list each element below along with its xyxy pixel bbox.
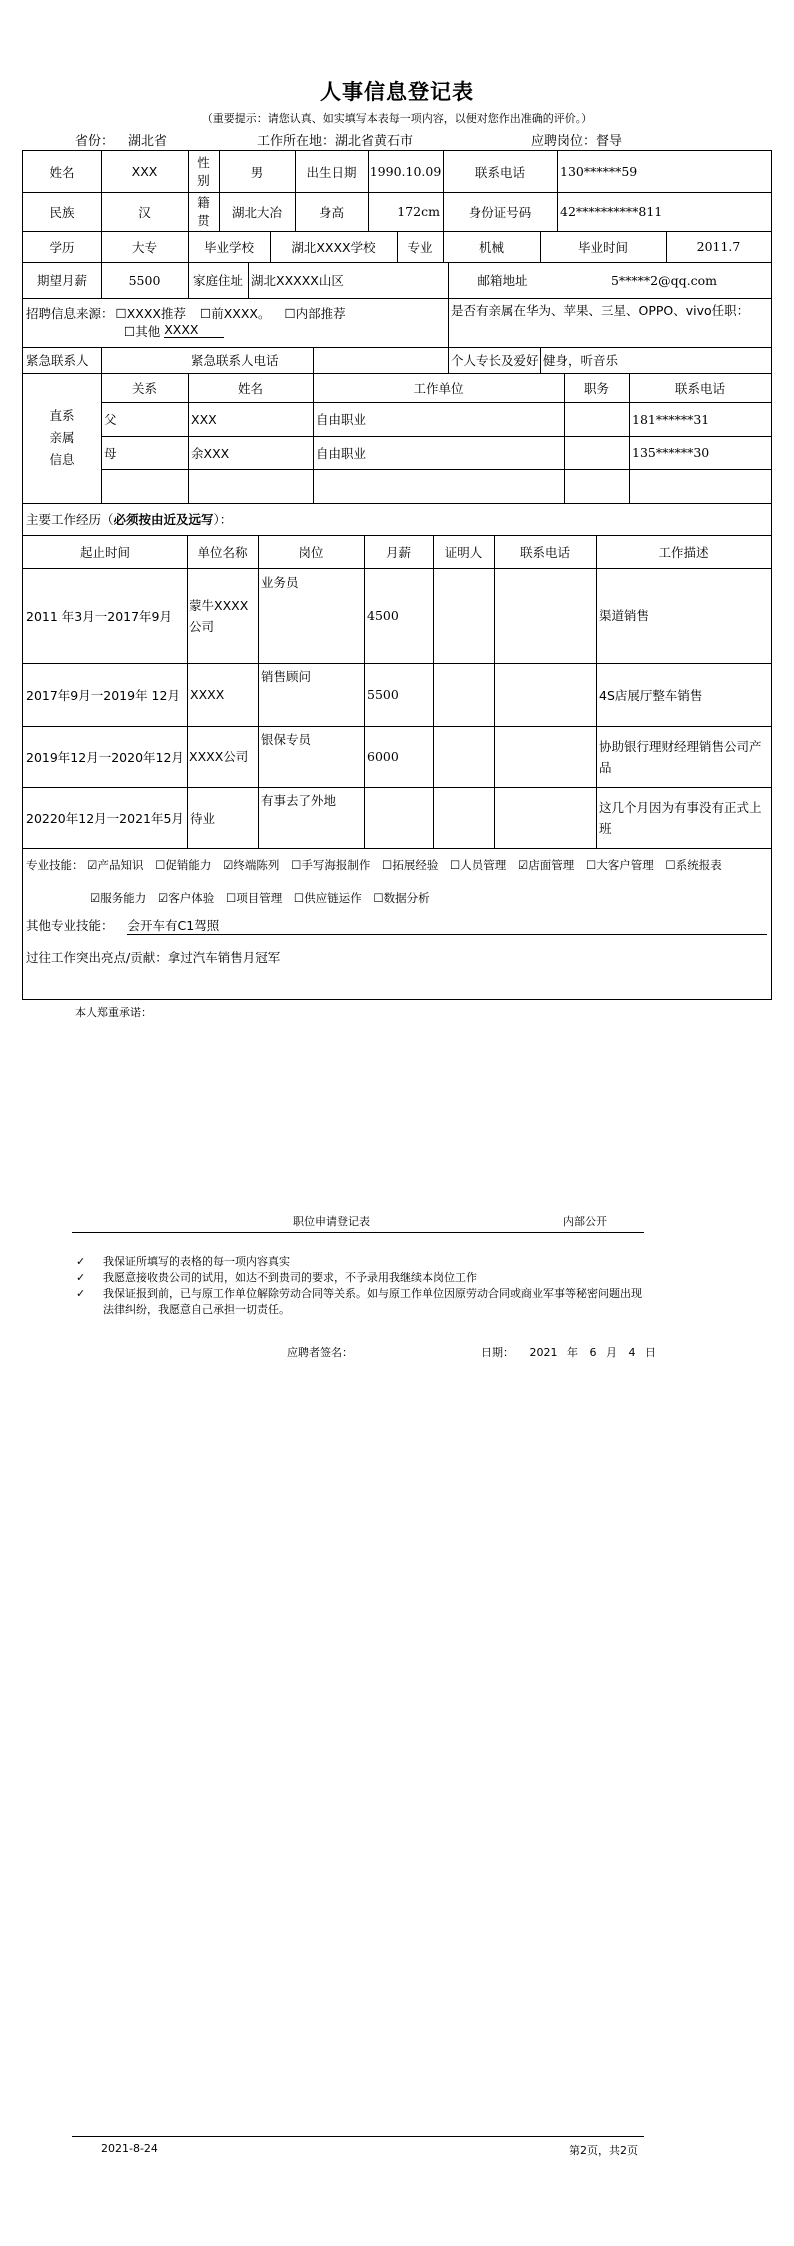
family-row-phone	[629, 469, 771, 503]
height-label: 身高	[318, 204, 344, 220]
skill-checkbox[interactable]: ☐系统报表	[665, 858, 722, 872]
work-row-witness	[433, 568, 494, 663]
id-value: 42**********811	[560, 204, 663, 219]
recruit-other-value: XXXX	[164, 322, 224, 338]
salary-label: 期望月薪	[36, 273, 87, 288]
work-header-salary: 月薪	[385, 544, 411, 560]
work-row-salary: 6000	[367, 749, 399, 764]
work-row-salary: 4500	[367, 608, 399, 623]
highlights-value: 拿过汽车销售月冠军	[167, 950, 281, 965]
origin-value: 湖北大冶	[231, 204, 282, 220]
skill-checkbox[interactable]: ☐促销能力	[155, 858, 212, 872]
name-value: XXX	[131, 164, 158, 179]
name-label: 姓名	[49, 164, 75, 180]
family-row-relation	[101, 469, 188, 503]
address-value: 湖北XXXXX山区	[251, 273, 344, 288]
work-row-post: 有事去了外地	[261, 793, 337, 808]
recruit-option-other[interactable]: ☐其他	[124, 324, 161, 339]
other-skills-label: 其他专业技能：	[26, 918, 114, 933]
salary-value: 5500	[128, 272, 161, 288]
date-label: 日期：	[481, 1346, 514, 1359]
footer-date: 2021-8-24	[101, 2142, 158, 2155]
position-label: 应聘岗位：	[531, 134, 597, 149]
grad-value: 2011.7	[696, 239, 741, 254]
address-label: 家庭住址	[192, 273, 243, 288]
birth-value: 1990.10.09	[369, 164, 442, 179]
work-header-company: 单位名称	[197, 544, 248, 560]
gender-label: 性 别	[197, 154, 210, 188]
skills-label: 专业技能：	[26, 858, 84, 872]
recruit-option-former[interactable]: ☐前XXXX。	[199, 306, 271, 321]
family-header-title: 职务	[583, 380, 609, 396]
skill-checkbox[interactable]: ☐项目管理	[225, 891, 283, 905]
work-row-post: 银保专员	[261, 732, 312, 747]
school-label: 毕业学校	[203, 239, 254, 255]
confidentiality-label: 内部公开	[563, 1215, 607, 1228]
recruit-label: 招聘信息来源：	[26, 306, 114, 321]
location-label: 工作所在地：	[257, 134, 336, 149]
work-row-period: 2011 年3月一2017年9月	[26, 608, 173, 624]
hobby-value: 健身，听音乐	[543, 353, 619, 368]
position-value: 督导	[596, 134, 623, 149]
family-row-name: 余XXX	[191, 445, 230, 461]
position-field	[531, 130, 622, 149]
promise-item: ✓ 我保证报到前，已与原工作单位解除劳动合同等关系。如与原工作单位因原劳动合同或商业军事等秘密问题出现法律纠纷，我愿意自己承担一切责任。	[76, 1287, 642, 1316]
work-header-witness: 证明人	[444, 544, 483, 560]
school-value: 湖北XXXX学校	[291, 239, 376, 255]
work-row-desc: 4S店展厅整车销售	[599, 687, 703, 703]
skill-checkbox[interactable]: ☐供应链运作	[293, 891, 362, 905]
work-row-post: 业务员	[261, 575, 299, 590]
work-row-phone	[494, 568, 596, 663]
work-row-phone	[494, 726, 596, 787]
province-field	[75, 130, 167, 149]
work-header-period: 起止时间	[79, 544, 130, 560]
birth-label: 出生日期	[306, 164, 357, 180]
promise-item: ✓ 我愿意接收贵公司的试用，如达不到贵司的要求，不予录用我继续本岗位工作	[76, 1271, 477, 1284]
location-field	[257, 130, 413, 149]
skill-checkbox[interactable]: ☐大客户管理	[585, 858, 654, 872]
ethnic-value: 汉	[138, 204, 151, 220]
family-row-phone: 135******30	[632, 445, 710, 460]
emergency-contact-label: 紧急联系人	[26, 353, 89, 368]
province-value: 湖北省	[128, 134, 168, 149]
work-row-post: 销售顾问	[261, 669, 312, 684]
work-history-title: 主要工作经历（ 必须按由近及远写 ）：	[26, 512, 233, 527]
origin-label: 籍 贯	[197, 194, 210, 228]
date-day: 4	[628, 1346, 636, 1359]
id-label: 身份证号码	[468, 204, 532, 220]
page-indicator: 第2页，共2页	[569, 2144, 638, 2157]
work-row-witness	[433, 787, 494, 848]
work-row-period: 2017年9月一2019年 12月	[26, 687, 180, 703]
skill-checkbox[interactable]: ☑产品知识	[87, 858, 144, 872]
skills-line-1	[26, 857, 730, 873]
work-header-post: 岗位	[298, 544, 324, 560]
work-row-company: 待业	[190, 810, 216, 826]
recruit-option-internal[interactable]: ☐内部推荐	[284, 306, 346, 321]
check-icon: ✓	[76, 1271, 86, 1284]
skill-checkbox[interactable]: ☐人员管理	[450, 858, 507, 872]
sign-date: 日期： 2021 年 6 月 4 日	[481, 1346, 656, 1359]
work-header-phone: 联系电话	[519, 544, 570, 560]
other-skills-value: 会开车有C1驾照	[127, 918, 220, 933]
phone-label: 联系电话	[474, 164, 525, 180]
highlights	[23, 945, 771, 969]
family-header-name: 姓名	[237, 380, 263, 396]
edu-label: 学历	[49, 239, 75, 255]
work-row-company: XXXX	[190, 687, 225, 702]
location-value: 湖北省黄石市	[335, 134, 414, 149]
work-row-period: 20220年12月一2021年5月	[26, 810, 184, 826]
family-header-employer: 工作单位	[413, 380, 464, 396]
emergency-phone-label: 紧急联系人电话	[191, 353, 279, 368]
ethnic-label: 民族	[49, 204, 75, 220]
date-year: 2021	[529, 1346, 558, 1359]
family-header-phone: 联系电话	[674, 380, 725, 396]
grad-label: 毕业时间	[577, 239, 628, 255]
family-row-employer	[313, 469, 564, 503]
recruit-source	[23, 298, 448, 322]
page-title: 人事信息登记表	[320, 80, 474, 104]
family-row-employer: 自由职业	[316, 412, 367, 427]
family-row-employer: 自由职业	[316, 445, 367, 461]
skill-checkbox[interactable]: ☑店面管理	[517, 858, 575, 872]
work-row-salary	[364, 787, 433, 848]
family-row-relation: 父	[104, 412, 117, 427]
work-row-witness	[433, 726, 494, 787]
edu-value: 大专	[131, 239, 157, 255]
signature-label: 应聘者签名：	[287, 1346, 353, 1359]
skill-checkbox[interactable]: ☑服务能力	[90, 891, 147, 905]
promise-item: ✓ 我保证所填写的表格的每一项内容真实	[76, 1255, 290, 1268]
family-row-title	[564, 469, 629, 503]
relatives-question: 是否有亲属在华为、苹果、三星、OPPO、vivo任职：	[451, 303, 750, 318]
notice-text: （重要提示：请您认真、如实填写本表每一项内容，以便对您作出准确的评价。）	[201, 112, 593, 125]
phone-value: 130******59	[560, 164, 638, 179]
work-row-salary: 5500	[367, 687, 399, 702]
registration-form	[22, 150, 772, 1000]
major-label: 专业	[407, 239, 433, 255]
province-label: 省份：	[75, 134, 115, 149]
work-row-witness	[433, 663, 494, 726]
skill-checkbox[interactable]: ☑终端陈列	[223, 858, 280, 872]
major-value: 机械	[478, 239, 504, 255]
work-row-phone	[494, 787, 596, 848]
gender-value: 男	[250, 164, 264, 180]
family-row-title	[564, 402, 629, 436]
skill-checkbox[interactable]: ☑客户体验	[157, 891, 215, 905]
hobby-label: 个人专长及爱好	[451, 353, 539, 368]
work-row-desc: 协助银行理财经理销售公司产品	[599, 738, 762, 775]
work-row-period: 2019年12月一2020年12月	[26, 749, 184, 765]
family-row-relation: 母	[104, 445, 117, 461]
work-row-phone	[494, 663, 596, 726]
work-header-desc: 工作描述	[658, 544, 709, 560]
work-row-desc: 渠道销售	[599, 608, 650, 623]
email-label: 邮箱地址	[477, 273, 528, 288]
recruit-other	[121, 322, 421, 346]
family-row-phone: 181******31	[632, 411, 710, 427]
recruit-option-referral[interactable]: ☐XXXX推荐	[115, 306, 186, 321]
check-icon: ✓	[76, 1287, 86, 1300]
check-icon: ✓	[76, 1255, 86, 1268]
skill-checkbox[interactable]: ☐手写海报制作	[291, 858, 371, 872]
work-row-company: XXXX公司	[189, 749, 249, 764]
work-row-desc: 这几个月因为有事没有正式上班	[599, 799, 762, 836]
form-subtitle: 职位申请登记表	[293, 1215, 370, 1228]
promise-list	[76, 1254, 646, 1318]
highlights-label: 过往工作突出亮点/贡献：	[26, 950, 168, 965]
skills-line-2	[90, 890, 438, 906]
email-value: 5*****2@qq.com	[610, 272, 717, 288]
family-row-title	[564, 436, 629, 469]
promise-title: 本人郑重承诺：	[75, 1006, 152, 1019]
work-row-company: 蒙牛XXXX公司	[189, 597, 249, 634]
date-month: 6	[589, 1346, 597, 1359]
family-row-name: XXX	[191, 411, 217, 427]
family-section-label: 直系 亲属 信息	[49, 408, 75, 467]
skill-checkbox[interactable]: ☐拓展经验	[382, 858, 439, 872]
family-header-relation: 关系	[131, 380, 157, 396]
family-row-name	[188, 469, 313, 503]
skill-checkbox[interactable]: ☐数据分析	[373, 891, 430, 905]
height-value: 172cm	[397, 204, 440, 219]
